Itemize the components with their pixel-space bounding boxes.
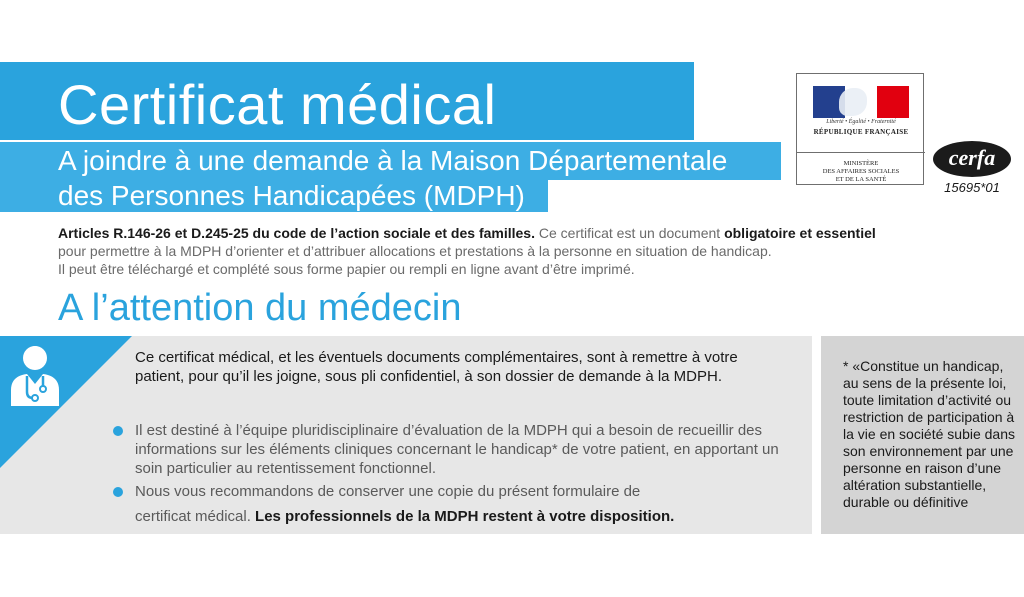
list-item-text: certificat médical. <box>135 508 256 525</box>
republic-name: RÉPUBLIQUE FRANÇAISE <box>813 128 909 136</box>
divider <box>797 152 925 153</box>
bullet-icon <box>113 487 123 497</box>
bullet-icon <box>113 426 123 436</box>
instructions-paragraph: Ce certificat médical, et les éventuels documents complémentaires, sont à remettre à votre patient, pour qu’il les joigne, sous pli confidentiel, à son dossier de demande à la MDPH. <box>135 349 738 385</box>
ministry-name: MINISTÈRE DES AFFAIRES SOCIALES ET DE LA SANTÉ <box>822 160 900 183</box>
page-subtitle-line1: A joindre à une demande à la Maison Départementale <box>58 145 728 176</box>
motto: Liberté • Égalité • Fraternité <box>826 119 896 125</box>
cerfa-logo: cerfa <box>933 141 1011 177</box>
intro-text-c: Il peut être téléchargé et complété sous forme papier ou rempli en ligne avant d’être imprimé. <box>58 261 635 277</box>
list-item <box>135 482 785 501</box>
page-title: Certificat médical <box>58 73 497 136</box>
page-subtitle-line2: des Personnes Handicapées (MDPH) <box>58 180 525 211</box>
list-item-bold: Les professionnels de la MDPH restent à votre disposition. <box>255 508 675 525</box>
intro-emphasis: obligatoire et essentiel <box>724 225 876 241</box>
intro-text-b: pour permettre à la MDPH d’orienter et d’attribuer allocations et prestations à la personne en situation de handicap. <box>58 243 772 259</box>
list-item-continuation <box>135 507 785 526</box>
list-item-text: Il est destiné à l’équipe pluridisciplinaire d’évaluation de la MDPH qui a besoin de recueillir des informations sur les éléments cliniques concernant le handicap* de votre patient, en apportant un soin particulier au retentissement fonctionnel. <box>135 422 779 477</box>
side-note: * «Constitue un handicap, au sens de la présente loi, toute limitation d’activité ou restriction de participation à la vie en société subie dans son environnement par une personne en raison d’une altération substantielle, durable ou définitive <box>843 358 1015 510</box>
intro-text-a: Ce certificat est un document <box>534 225 725 241</box>
list-item <box>135 421 785 478</box>
republic-logo <box>796 73 924 185</box>
section-heading: A l’attention du médecin <box>58 287 462 329</box>
list-item-text: Nous vous recommandons de conserver une copie du présent formulaire de <box>135 483 641 500</box>
cerfa-number: 15695*01 <box>944 180 1000 195</box>
doctor-icon <box>5 340 65 408</box>
marianne-icon <box>839 88 867 116</box>
intro-text <box>58 224 988 278</box>
articles-reference: Articles R.146-26 et D.245-25 du code de l’action sociale et des familles. <box>58 225 535 241</box>
